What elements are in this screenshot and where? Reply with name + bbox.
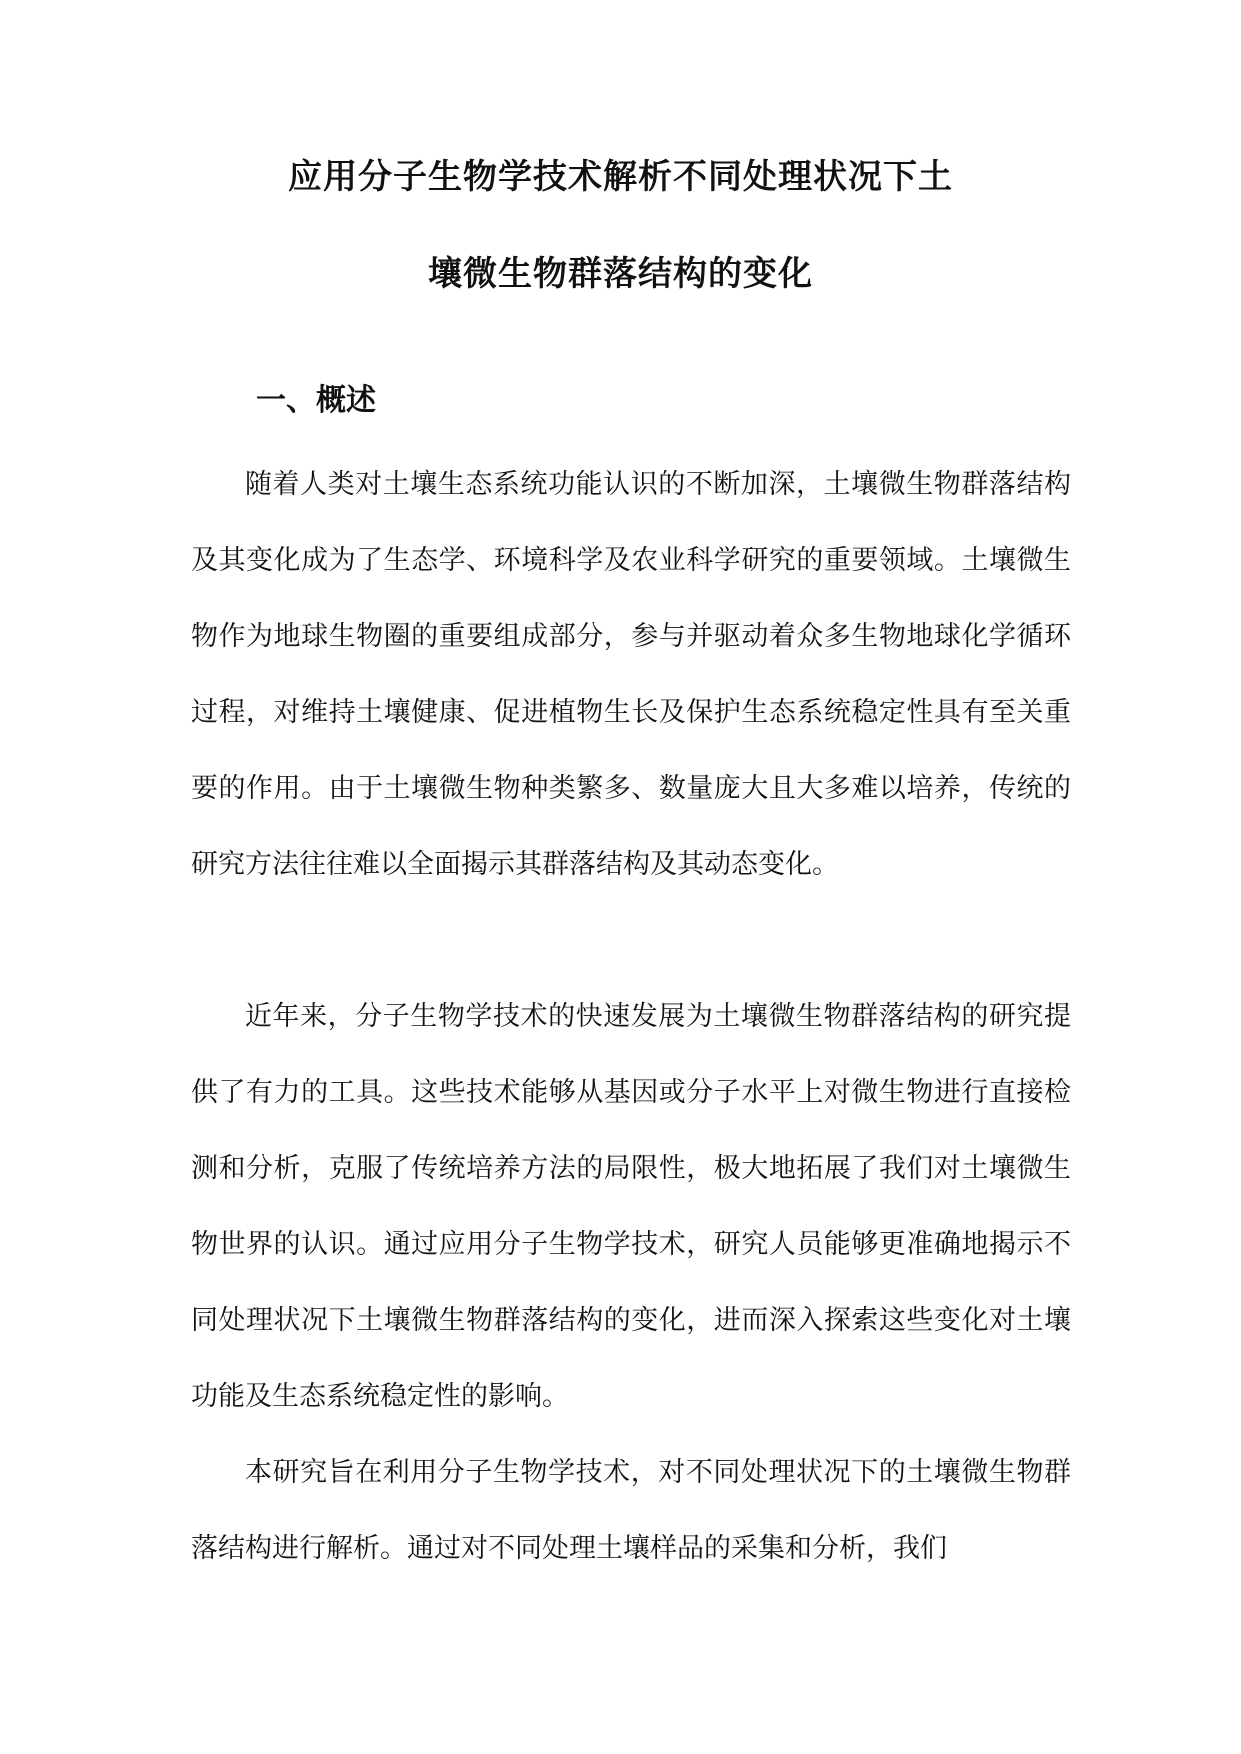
section-heading-overview: 一、概述 [256, 383, 376, 418]
paragraph-2: 近年来，分子生物学技术的快速发展为土壤微生物群落结构的研究提供了有力的工具。这些技术能够从基因或分子水平上对微生物进行直接检测和分析，克服了传统培养方法的局限性，极大地拓展了我们对土壤微生物世界的认识。通过应用分子生物学技术，研究人员能够更准确地揭示不同处理状况下土壤微生物群落结构的变化，进而深入探索这些变化对土壤功能及生态系统稳定性的影响。 [191, 1001, 1071, 1412]
document-title-line-2: 壤微生物群落结构的变化 [428, 254, 813, 294]
paragraph-1: 随着人类对土壤生态系统功能认识的不断加深，土壤微生物群落结构及其变化成为了生态学、环境科学及农业科学研究的重要领域。土壤微生物作为地球生物圈的重要组成部分，参与并驱动着众多生物地球化学循环过程，对维持土壤健康、促进植物生长及保护生态系统稳定性具有至关重要的作用。由于土壤微生物种类繁多、数量庞大且大多难以培养，传统的研究方法往往难以全面揭示其群落结构及其动态变化。 [191, 469, 1071, 880]
document-title-line-1: 应用分子生物学技术解析不同处理状况下土 [288, 157, 953, 197]
paragraph-3: 本研究旨在利用分子生物学技术，对不同处理状况下的土壤微生物群落结构进行解析。通过对不同处理土壤样品的采集和分析，我们 [191, 1457, 1071, 1564]
